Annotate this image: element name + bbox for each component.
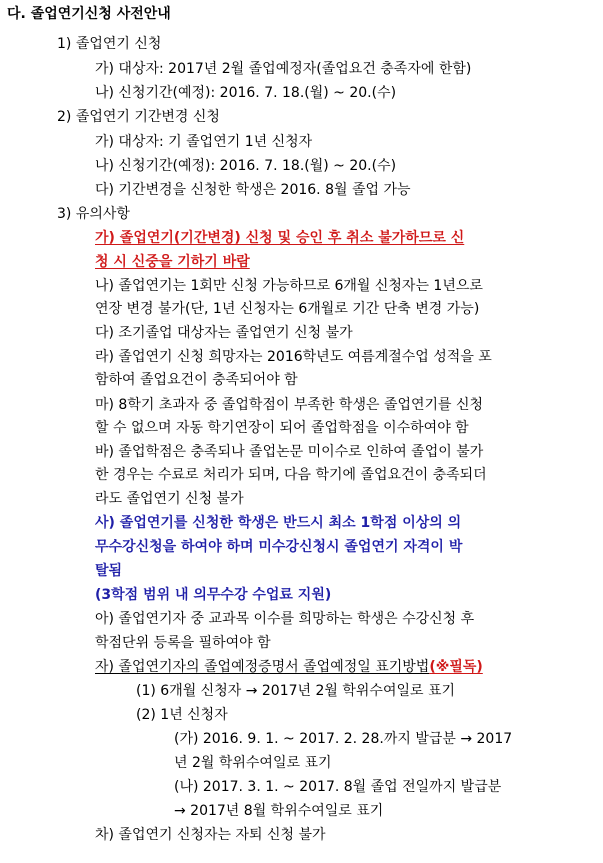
notice-na-line2: 연장 변경 불가(단, 1년 신청자는 6개월로 기간 단축 변경 가능) — [95, 301, 480, 317]
notice-ja-sub2-ga-line1: (가) 2016. 9. 1. ~ 2017. 2. 28.까지 발급분 → 2017 — [174, 731, 513, 747]
notice-ba-line3: 라도 졸업연기 신청 불가 — [95, 491, 244, 507]
notice-ja-sub2-na-line2: → 2017년 8월 학위수여일로 표기 — [174, 803, 384, 819]
notice-ba-line2: 한 경우는 수료로 처리가 되며, 다음 학기에 졸업요건이 충족되더 — [95, 467, 487, 483]
notice-ja-sub1: (1) 6개월 신청자 → 2017년 2월 학위수여일로 표기 — [136, 683, 456, 699]
notice-sa-line2: 무수강신청을 하여야 하며 미수강신청시 졸업연기 자격이 박 — [95, 539, 463, 555]
notice-ga-line1: 가) 졸업연기(기간변경) 신청 및 승인 후 취소 불가하므로 신 — [95, 230, 465, 246]
notice-ja-sub2: (2) 1년 신청자 — [136, 707, 228, 723]
notice-ja-sub2-ga-line2: 년 2월 학위수여일로 표기 — [174, 755, 332, 771]
notice-da: 다) 조기졸업 대상자는 졸업연기 신청 불가 — [95, 325, 353, 341]
notice-ra-line2: 함하여 졸업요건이 충족되어야 함 — [95, 372, 298, 388]
notice-sa-line4: (3학점 범위 내 의무수강 수업료 지원) — [95, 587, 332, 603]
section-1-item-na: 나) 신청기간(예정): 2016. 7. 18.(월) ~ 20.(수) — [95, 85, 397, 101]
section-2-title: 2) 졸업연기 기간변경 신청 — [57, 109, 220, 125]
page-heading: 다. 졸업연기신청 사전안내 — [7, 6, 171, 22]
notice-a-line2: 학점단위 등록을 필하여야 함 — [95, 635, 271, 651]
notice-ra-line1: 라) 졸업연기 신청 희망자는 2016학년도 여름계절수업 성적을 포 — [95, 349, 492, 365]
notice-ja-text: 자) 졸업연기자의 졸업예정증명서 졸업예정일 표기방법 — [95, 659, 430, 675]
notice-ga-line2: 청 시 신중을 기하기 바람 — [95, 254, 250, 270]
notice-ma-line1: 마) 8학기 초과자 중 졸업학점이 부족한 학생은 졸업연기를 신청 — [95, 397, 484, 413]
notice-cha: 차) 졸업연기 신청자는 자퇴 신청 불가 — [95, 827, 326, 843]
section-2-item-ga: 가) 대상자: 기 졸업연기 1년 신청자 — [95, 134, 313, 150]
notice-ja — [95, 658, 483, 676]
section-1-title: 1) 졸업연기 신청 — [57, 36, 162, 52]
notice-ja-sub2-na-line1: (나) 2017. 3. 1. ~ 2017. 8월 졸업 전일까지 발급분 — [174, 779, 502, 795]
section-2-item-da: 다) 기간변경을 신청한 학생은 2016. 8월 졸업 가능 — [95, 182, 411, 198]
notice-sa-line3: 탈됨 — [95, 563, 123, 579]
notice-sa-line1: 사) 졸업연기를 신청한 학생은 반드시 최소 1학점 이상의 의 — [95, 515, 462, 531]
section-2-item-na: 나) 신청기간(예정): 2016. 7. 18.(월) ~ 20.(수) — [95, 158, 397, 174]
notice-ja-note: (※필독) — [429, 659, 483, 675]
section-1-item-ga: 가) 대상자: 2017년 2월 졸업예정자(졸업요건 충족자에 한함) — [95, 61, 472, 77]
notice-ba-line1: 바) 졸업학점은 충족되나 졸업논문 미이수로 인하여 졸업이 불가 — [95, 444, 484, 460]
notice-ma-line2: 할 수 없으며 자동 학기연장이 되어 졸업학점을 이수하여야 함 — [95, 420, 469, 436]
section-3-title: 3) 유의사항 — [57, 206, 130, 222]
notice-na-line1: 나) 졸업연기는 1회만 신청 가능하므로 6개월 신청자는 1년으로 — [95, 278, 483, 294]
notice-a-line1: 아) 졸업연기자 중 교과목 이수를 희망하는 학생은 수강신청 후 — [95, 611, 475, 627]
